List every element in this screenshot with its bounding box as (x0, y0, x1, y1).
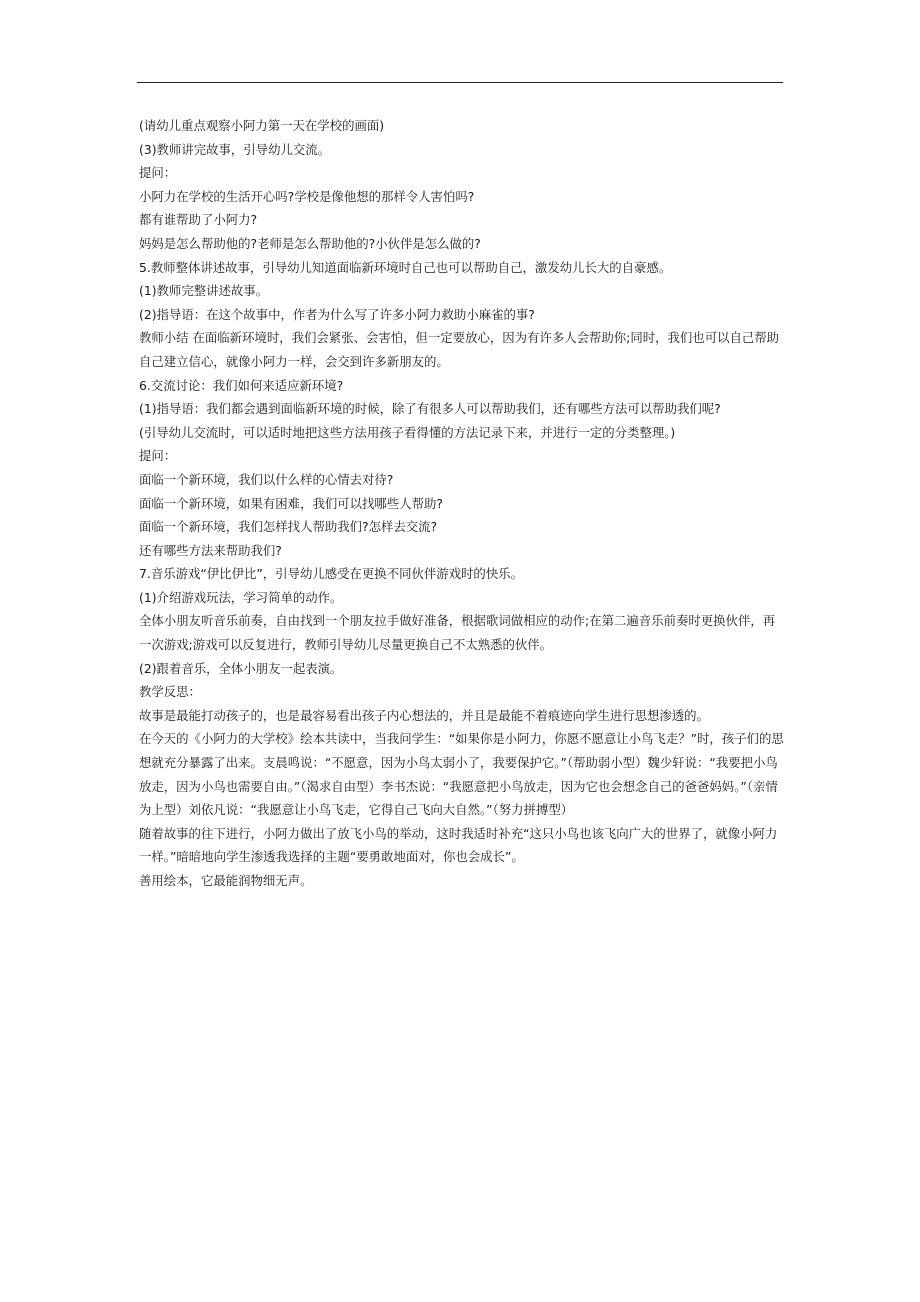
paragraph-reflection-closing: 善用绘本，它最能润物细无声。 (139, 873, 313, 888)
paragraph-reflection-label: 教学反思： (139, 684, 201, 700)
paragraph-section-5: 5.教师整体讲述故事，引导幼儿知道面临新环境时自己也可以帮助自己，激发幼儿长大的自豪感。 (139, 259, 672, 275)
paragraph-question: 还有哪些方法来帮助我们? (139, 542, 282, 558)
paragraph-question: 面临一个新环境，我们怎样找人帮助我们?怎样去交流? (139, 519, 438, 535)
paragraph-observe-note: (请幼儿重点观察小阿力第一天在学校的画面) (139, 118, 385, 133)
paragraph-question: 面临一个新环境，我们以什么样的心情去对待? (139, 471, 394, 487)
paragraph-question-label: 提问： (139, 165, 177, 181)
paragraph-question: 都有谁帮助了小阿力? (139, 212, 258, 228)
paragraph-question: 小阿力在学校的生活开心吗?学校是像他想的那样令人害怕吗? (139, 188, 475, 204)
paragraph-step-2: (2)指导语：在这个故事中，作者为什么写了许多小阿力救助小麻雀的事? (139, 306, 535, 322)
paragraph-step-1: (1)介绍游戏玩法，学习简单的动作。 (139, 589, 343, 605)
document-body (139, 114, 785, 893)
paragraph-reflection: 随着故事的往下进行，小阿力做出了放飞小鸟的举动，这时我适时补充“这只小鸟也该飞向广大的世界了，就像小阿力一样。”暗暗地向学生渗透我选择的主题“要勇敢地面对，你也会成长”。 (139, 825, 778, 865)
paragraph-section-6: 6.交流讨论：我们如何来适应新环境? (139, 377, 344, 393)
paragraph-reflection: 故事是最能打动孩子的，也是最容易看出孩子内心想法的，并且是最能不着痕迹向学生进行思想渗透的。 (139, 707, 709, 723)
paragraph-reflection: 在今天的《小阿力的大学校》绘本共读中，当我问学生：“如果你是小阿力，你愿不愿意让小鸟飞走？”时，孩子们的思想就充分暴露了出来。支晨鸣说：“不愿意，因为小鸟太弱小了，我要保护它。”（帮助弱小型）魏少轩说：“我要把小鸟放走，因为小鸟也需要自由。”（渴求自由型）李书杰说：“我愿意把小鸟放走，因为它也会想念自己的爸爸妈妈。”（亲情为上型）刘依凡说：“我愿意让小鸟飞走，它得自己飞向大自然。”（努力拼搏型） (139, 731, 784, 818)
paragraph-section-7: 7.音乐游戏“伊比伊比”，引导幼儿感受在更换不同伙伴游戏时的快乐。 (139, 566, 523, 582)
paragraph-question: 面临一个新环境，如果有困难，我们可以找哪些人帮助? (139, 495, 443, 511)
paragraph-question: 妈妈是怎么帮助他的?老师是怎么帮助他的?小伙伴是怎么做的? (139, 235, 481, 251)
paragraph-guidance-note: (引导幼儿交流时，可以适时地把这些方法用孩子看得懂的方法记录下来，并进行一定的分类整理。) (139, 424, 676, 440)
paragraph-step-2: (2)跟着音乐，全体小朋友一起表演。 (139, 660, 343, 676)
paragraph-step-1: (1)指导语：我们都会遇到面临新环境的时候，除了有很多人可以帮助我们，还有哪些方法可以帮助我们呢? (139, 401, 721, 417)
paragraph-step-3: (3)教师讲完故事，引导幼儿交流。 (139, 141, 331, 157)
paragraph-step-1: (1)教师完整讲述故事。 (139, 283, 269, 299)
paragraph-question-label: 提问： (139, 448, 177, 464)
header-rule (137, 82, 783, 83)
paragraph-game-rules: 全体小朋友听音乐前奏，自由找到一个朋友拉手做好准备，根据歌词做相应的动作;在第二遍音乐前奏时更换伙伴，再一次游戏;游戏可以反复进行，教师引导幼儿尽量更换自己不太熟悉的伙伴。 (139, 613, 776, 653)
paragraph-teacher-summary: 教师小结 在面临新环境时，我们会紧张、会害怕，但一定要放心，因为有许多人会帮助你;同时，我们也可以自己帮助自己建立信心，就像小阿力一样，会交到许多新朋友的。 (139, 330, 780, 369)
